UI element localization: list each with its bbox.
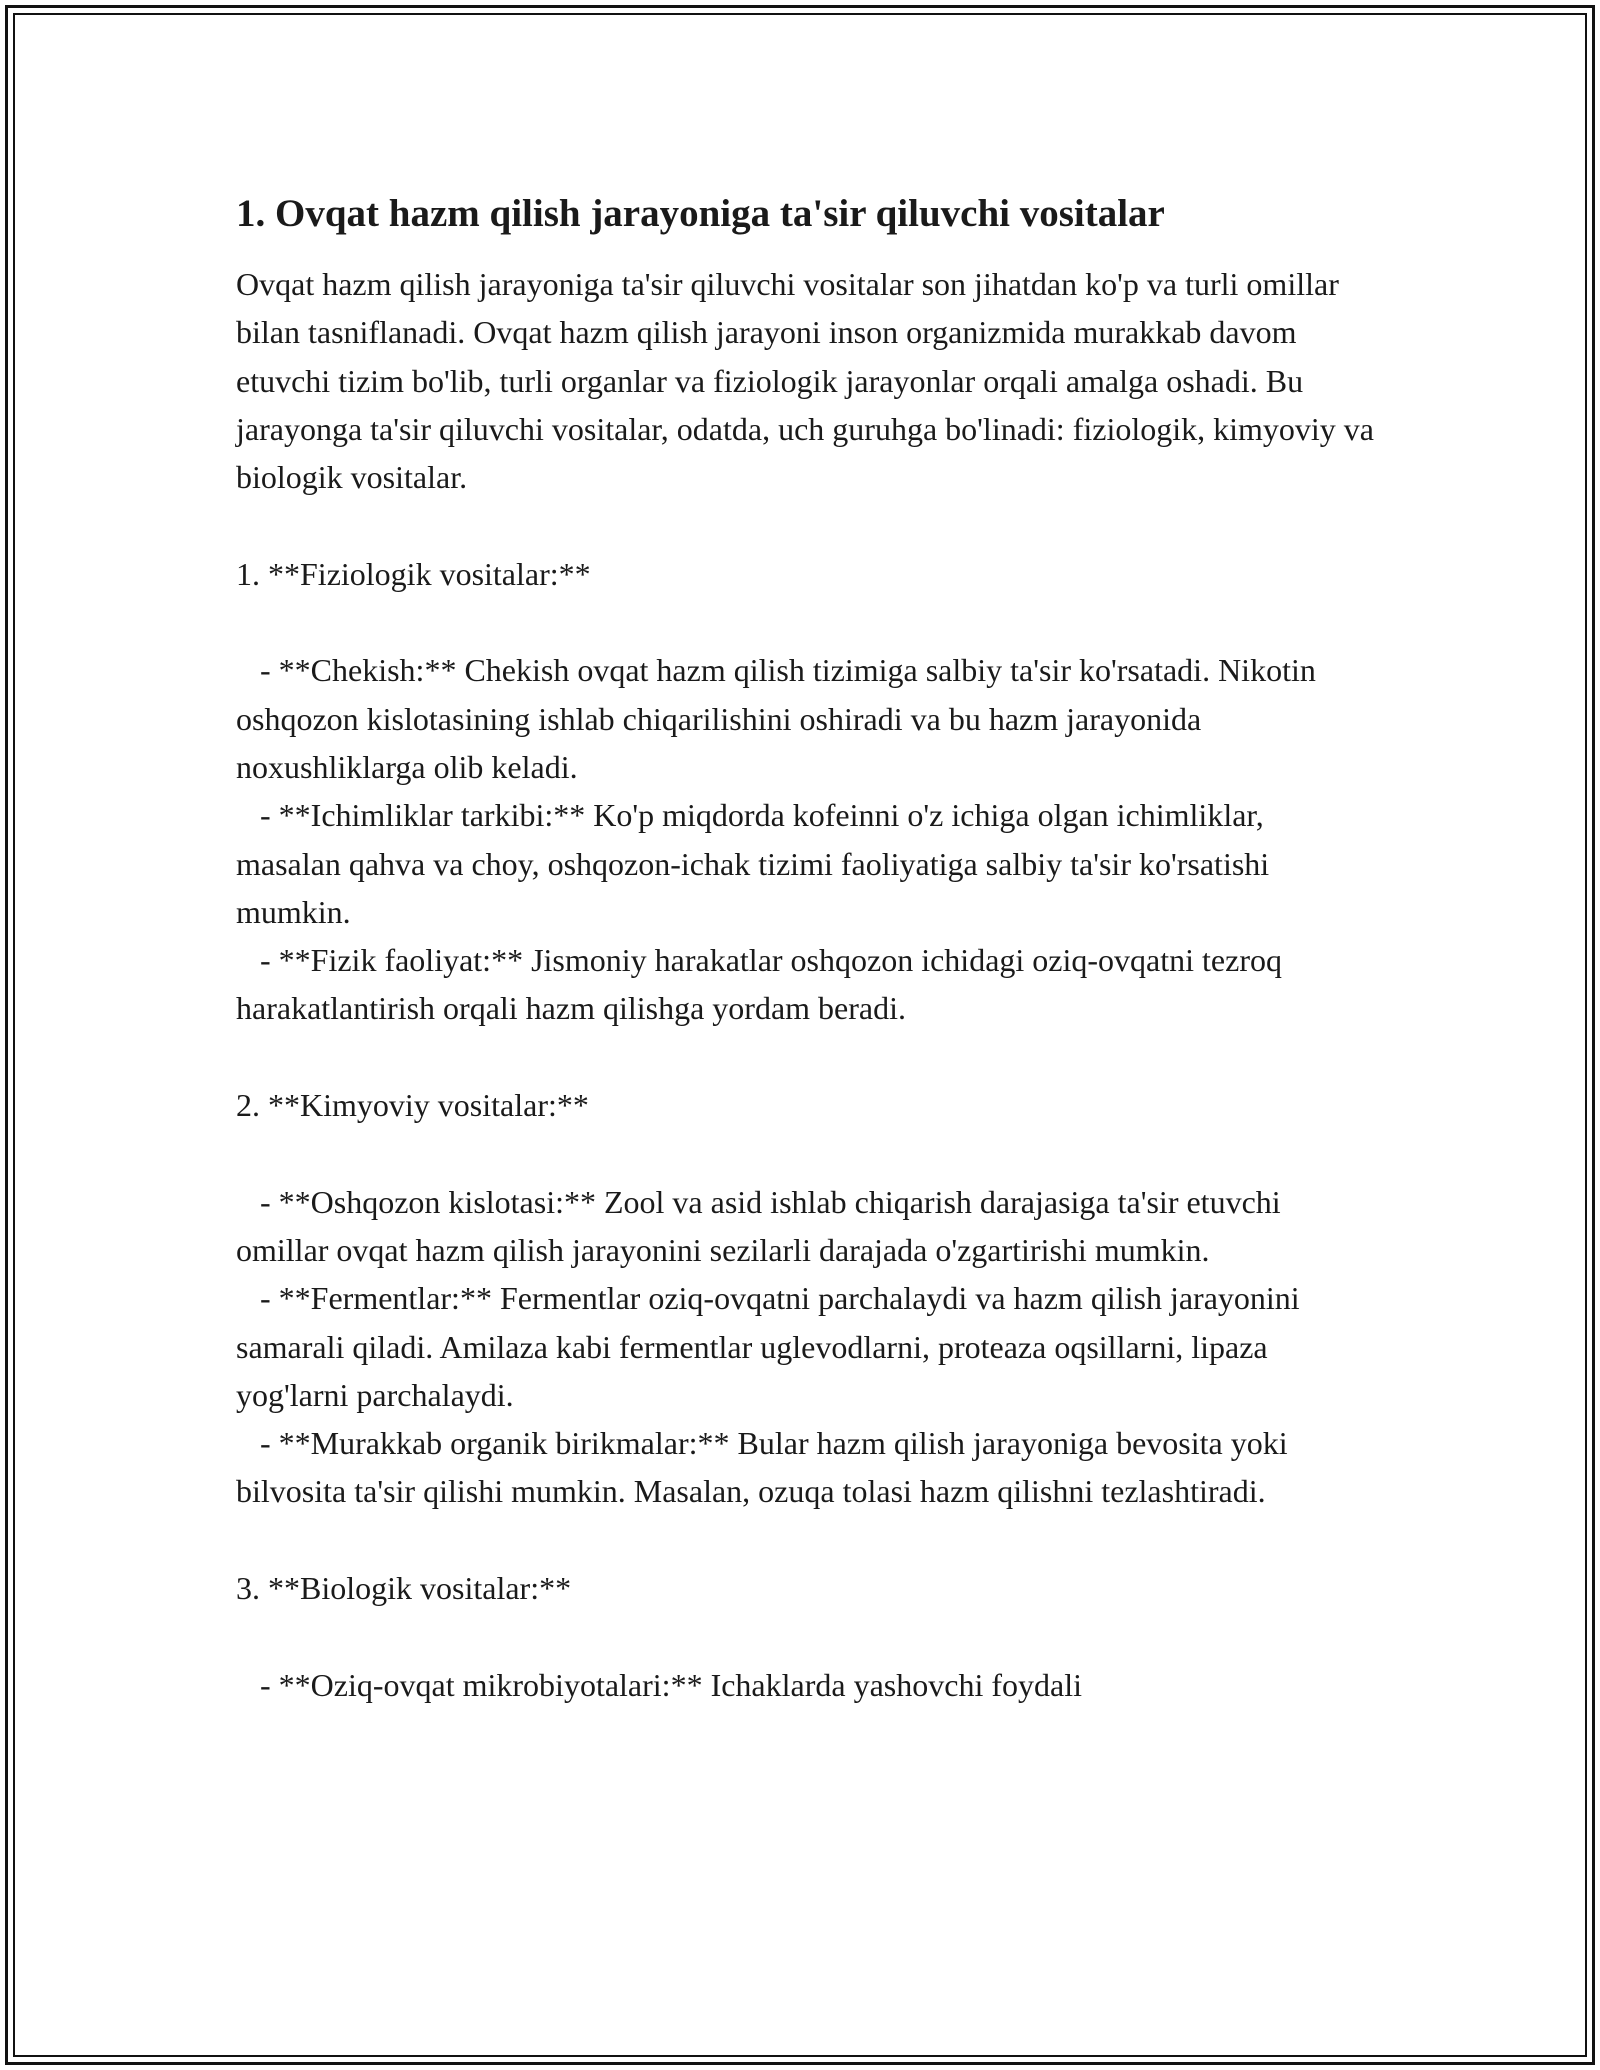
list-item: - **Chekish:** Chekish ovqat hazm qilish tizimiga salbiy ta'sir ko'rsatadi. Nikotin oshqozon kislotasining ishlab chiqarilishini oshiradi va bu hazm jarayonida noxushliklarga olib keladi. <box>236 652 1324 785</box>
blank-line <box>236 1033 1376 1081</box>
section-heading: 3. **Biologik vositalar:** <box>236 1570 572 1607</box>
blank-line <box>236 1516 1376 1564</box>
list-item: - **Ichimliklar tarkibi:** Ko'p miqdorda kofeinni o'z ichiga olgan ichimliklar, masalan qahva va choy, oshqozon-ichak tizimi faoliyatiga salbiy ta'sir ko'rsatishi mumkin. <box>236 797 1278 930</box>
list-item: - **Oziq-ovqat mikrobiyotalari:** Ichaklarda yashovchi foydali <box>236 1666 1082 1703</box>
blank-line <box>236 501 1376 549</box>
document-text <box>236 260 1382 1709</box>
blank-line <box>236 1612 1376 1660</box>
intro-paragraph: Ovqat hazm qilish jarayoniga ta'sir qiluvchi vositalar son jihatdan ko'p va turli omillar bilan tasniflanadi. Ovqat hazm qilish jarayoni inson organizmida murakkab davom etuvchi tizim bo'lib, turli organlar va fiziologik jarayonlar orqali amalga oshadi. Bu jarayonga ta'sir qiluvchi vositalar, odatda, uch guruhga bo'linadi: fiziologik, kimyoviy va biologik vositalar. <box>236 266 1382 496</box>
list-item: - **Murakkab organik birikmalar:** Bular hazm qilish jarayoniga bevosita yoki bilvosita ta'sir qilishi mumkin. Masalan, ozuqa tolasi hazm qilishni tezlashtiradi. <box>236 1425 1296 1510</box>
blank-line <box>236 1129 1376 1177</box>
document-title: 1. Ovqat hazm qilish jarayoniga ta'sir qiluvchi vositalar <box>236 192 1165 235</box>
section-heading: 2. **Kimyoviy vositalar:** <box>236 1087 589 1124</box>
list-item: - **Fermentlar:** Fermentlar oziq-ovqatni parchalaydi va hazm qilish jarayonini samarali qiladi. Amilaza kabi fermentlar uglevodlarni, proteaza oqsillarni, lipaza yog'larni parchalaydi. <box>236 1280 1308 1413</box>
section-heading: 1. **Fiziologik vositalar:** <box>236 555 591 592</box>
blank-line <box>236 598 1376 646</box>
document-body <box>236 188 1382 1709</box>
list-item: - **Fizik faoliyat:** Jismoniy harakatlar oshqozon ichidagi oziq-ovqatni tezroq harakatlantirish orqali hazm qilishga yordam beradi. <box>236 942 1290 1027</box>
list-item: - **Oshqozon kislotasi:** Zool va asid ishlab chiqarish darajasiga ta'sir etuvchi omillar ovqat hazm qilish jarayonini sezilarli darajada o'zgartirishi mumkin. <box>236 1183 1289 1268</box>
